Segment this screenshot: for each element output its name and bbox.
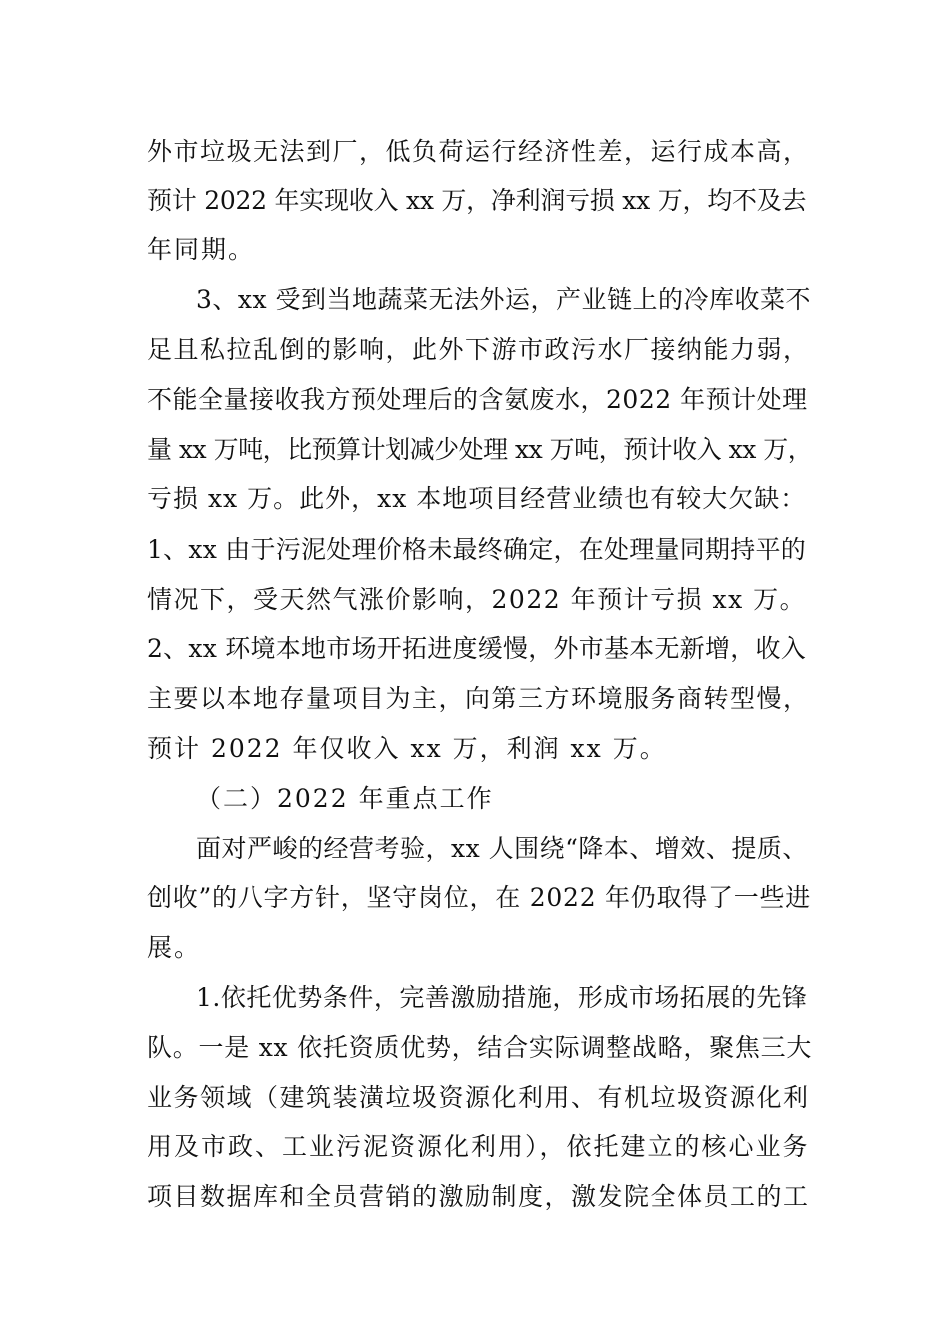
- text-line: 预计 2022 年仅收入 xx 万，利润 xx 万。: [147, 734, 667, 763]
- text-line: 年同期。: [147, 235, 256, 264]
- text-line: 1.依托优势条件，完善激励措施，形成市场拓展的先锋: [196, 983, 808, 1012]
- text-line: 足且私拉乱倒的影响，此外下游市政污水厂接纳能力弱，: [147, 335, 810, 364]
- text-line: 主要以本地存量项目为主，向第三方环境服务商转型慢，: [147, 684, 810, 713]
- text-line: 创收”的八字方针，坚守岗位，在 2022 年仍取得了一些进: [147, 883, 812, 912]
- text-line: 外市垃圾无法到厂，低负荷运行经济性差，运行成本高，: [147, 137, 810, 166]
- text-line: 预计 2022 年实现收入 xx 万，净利润亏损 xx 万，均不及去: [147, 186, 807, 215]
- text-line: 情况下，受天然气涨价影响，2022 年预计亏损 xx 万。: [147, 585, 807, 614]
- text-line: 业务领域（建筑装潢垃圾资源化利用、有机垃圾资源化利: [147, 1083, 810, 1112]
- text-line: 2、xx 环境本地市场开拓进度缓慢，外市基本无新增，收入: [147, 634, 807, 663]
- section-heading: （二）2022 年重点工作: [196, 784, 494, 813]
- text-line: 亏损 xx 万。此外，xx 本地项目经营业绩也有较大欠缺：: [147, 484, 807, 513]
- text-line: 队。一是 xx 依托资质优势，结合实际调整战略，聚焦三大: [147, 1033, 813, 1062]
- text-line: 项目数据库和全员营销的激励制度，激发院全体员工的工: [147, 1182, 810, 1211]
- text-line: 3、xx 受到当地蔬菜无法外运，产业链上的冷库收菜不: [196, 285, 812, 314]
- text-line: 量 xx 万吨，比预算计划减少处理 xx 万吨，预计收入 xx 万，: [147, 435, 813, 464]
- text-line: 面对严峻的经营考验，xx 人围绕“降本、增效、提质、: [196, 834, 808, 863]
- text-line: 展。: [147, 933, 202, 962]
- text-line: 不能全量接收我方预处理后的含氨废水，2022 年预计处理: [147, 385, 808, 414]
- text-line: 用及市政、工业污泥资源化利用），依托建立的核心业务: [147, 1132, 810, 1161]
- text-line: 1、xx 由于污泥处理价格未最终确定，在处理量同期持平的: [147, 535, 807, 564]
